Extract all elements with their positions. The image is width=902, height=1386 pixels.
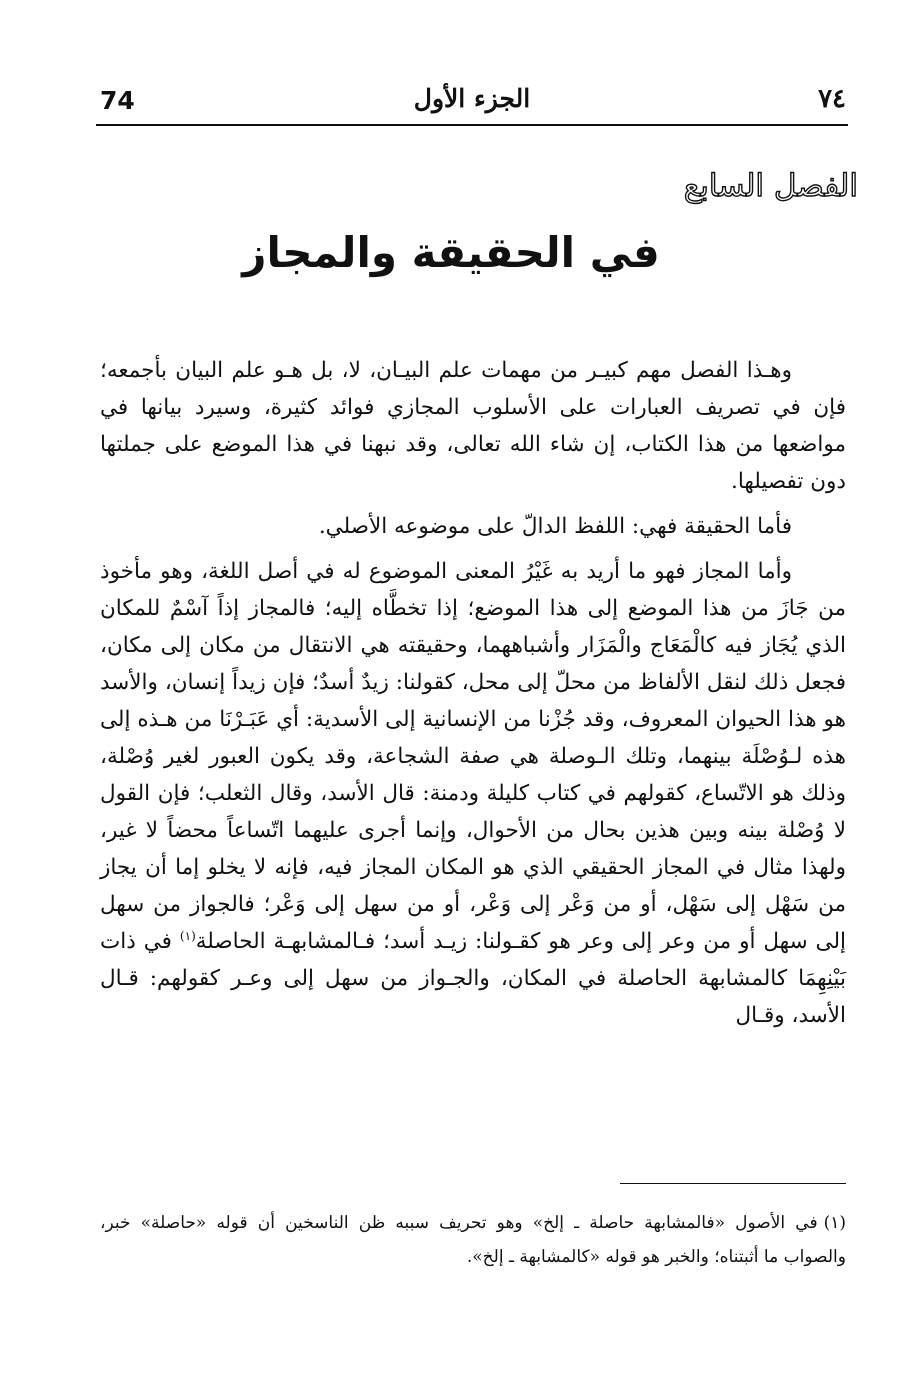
chapter-label: الفصل السابع [683,168,858,204]
footnote-text: في الأصول «فالمشابهة حاصلة ـ إلخ» وهو تحريف سببه ظن الناسخين أن قوله «حاصلة» خبر، والصواب ما أثبتناه؛ والخبر هو قوله «كالمشابهة ـ إلخ». [100,1213,846,1267]
paragraph: وهـذا الفصل مهم كبيـر من مهمات علم البيـان، لا، بل هـو علم البيان بأجمعه؛ فإن في تصريف العبارات على الأسلوب المجازي فوائد كثيرة، وسيرد بيانها في مواضعها من هذا الكتاب، إن شاء الله تعالى، وقد نبهنا في هذا الموضع على جملتها دون تفصيلها. [100,358,846,494]
body-text [100,352,846,1034]
chapter-title: في الحقيقة والمجاز [242,228,660,277]
paragraph: فأما الحقيقة فهي: اللفظ الدالّ على موضوعه الأصلي. [318,514,792,539]
paragraph-text: وأما المجاز فهو ما أريد به غَيْرُ المعنى الموضوع له في أصل اللغة، وهو مأخوذ من جَازَ من هذا الموضع إلى هذا الموضع؛ إذا تخطَّاه إليه؛ فالمجاز إذاً آسْمٌ للمكان الذي يُجَاز فيه كالْمَعَاج والْمَزَار وأشباههما، وحقيقته هي الانتقال من مكان إلى مكان، فجعل ذلك لنقل الألفاظ من محلّ إلى محل، كقولنا: زيدٌ أسدٌ؛ فإن زيداً إنسان، والأسد هو هذا الحيوان المعروف، وقد جُزْنا من الإنسانية إلى الأسدية: أي عَبَـرْنَا من هـذه إلى هذه لـوُصْلَة بينهما، وتلك الـوصلة هي صفة الشجاعة، وقد يكون العبور لغير وُصْلة، وذلك هو الاتّساع، كقولهم في كتاب كليلة ودمنة: قال الأسد، وقال الثعلب؛ فإن القول لا وُصْلة بينه وبين هذين بحال من الأحوال، وإنما أجرى عليهما اتّساعاً محضاً لا غير، ولهذا مثال في المجاز الحقيقي الذي هو المكان المجاز فيه، فإنه لا يخلو إما أن يجاز من سَهْل إلى سَهْل، أو من وَعْر إلى وَعْر، أو من سهل إلى وَعْر؛ فالجواز من سهل إلى سهل أو من وعر إلى وعر هو كقـولنا: زيـد أسد؛ فـالمشابهـة الحاصلة [100,559,846,954]
header-title: الجزء الأول [413,84,531,113]
paragraph [100,553,846,1034]
paragraph-text-continued: في ذات بَيْنِهِمَا كالمشابهة الحاصلة في المكان، والجـواز من سهل إلى وعـر كقولهم: قـال الأسد، وقـال [100,929,846,1028]
page-number-arabic: ٧٤ [818,84,846,114]
footnote-reference: (١) [179,928,196,943]
page-number-latin: 74 [100,86,135,115]
footnote-separator [620,1183,846,1184]
footnote-number: (١) [823,1213,846,1233]
running-header [96,78,848,126]
footnote [100,1206,846,1274]
